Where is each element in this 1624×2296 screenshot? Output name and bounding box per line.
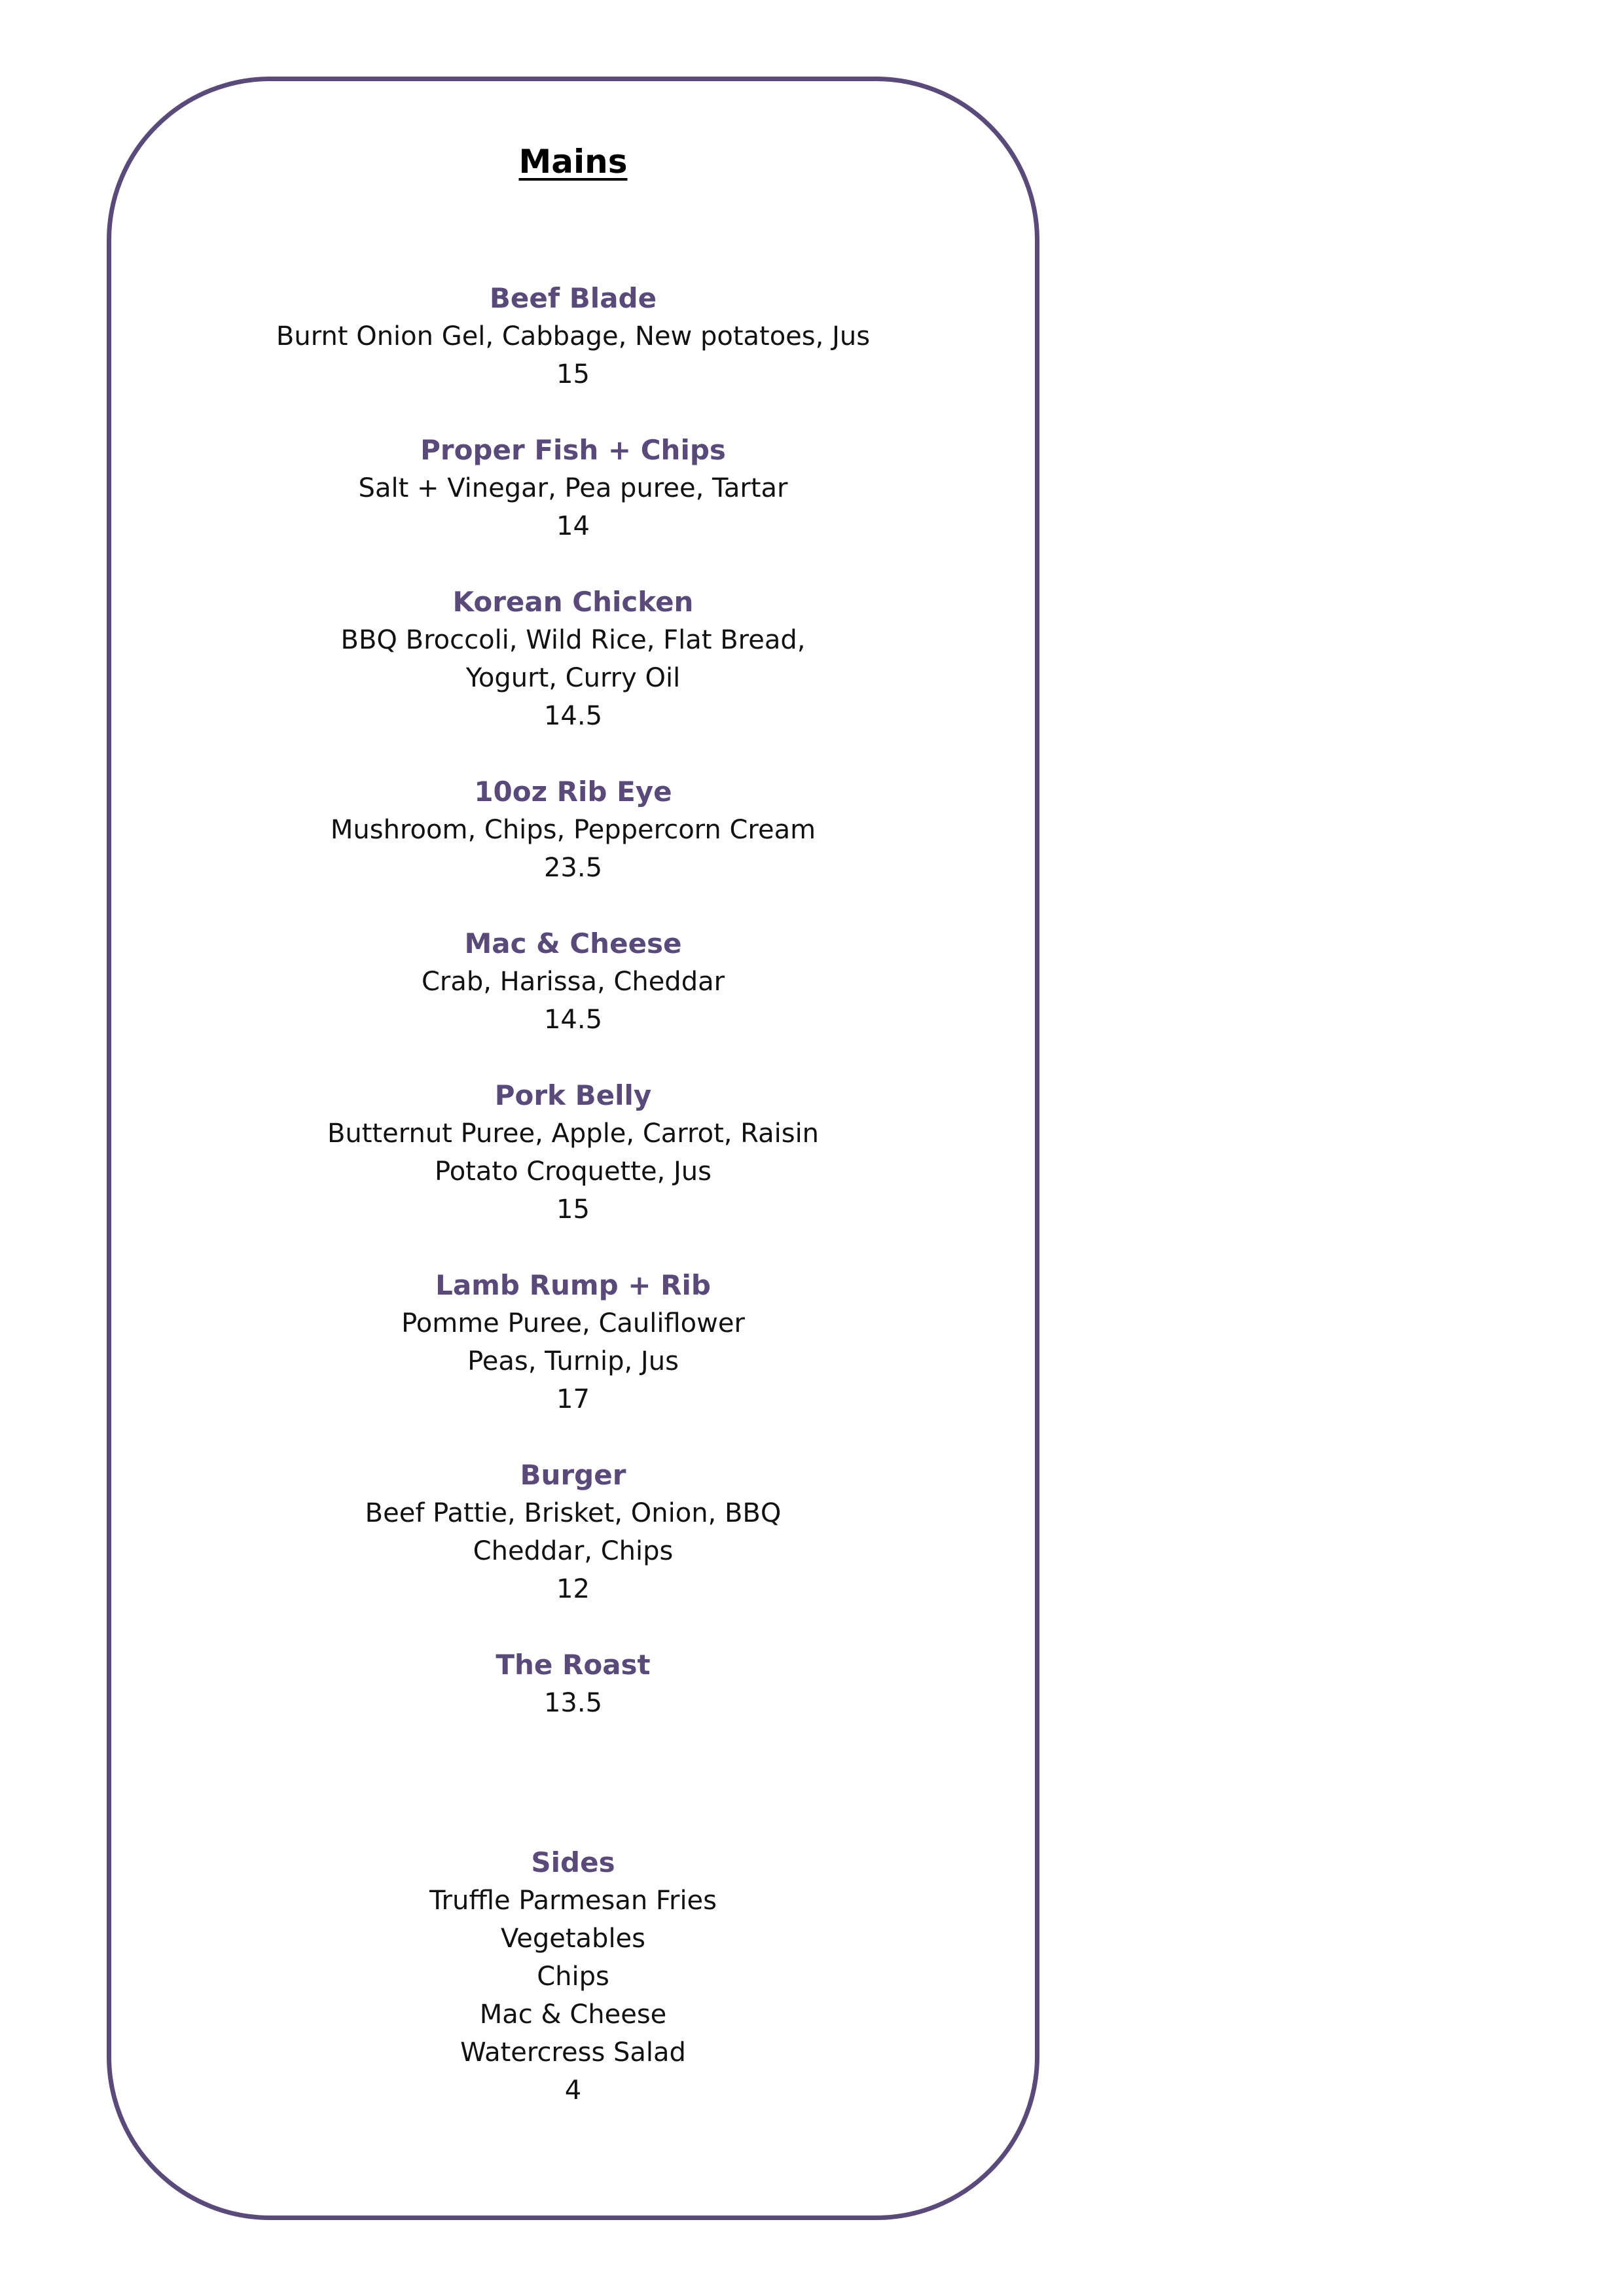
side-item: Vegetables <box>500 1924 645 1954</box>
page-title: Mains <box>518 143 628 181</box>
menu-item-description: Pomme Puree, Cauliflower <box>401 1308 745 1338</box>
menu-item-description: Salt + Vinegar, Pea puree, Tartar <box>358 473 788 503</box>
menu-item-name: Mac & Cheese <box>464 927 682 960</box>
menu-item <box>107 279 1039 393</box>
sides-price: 4 <box>564 2075 582 2106</box>
menu-item-name: Beef Blade <box>489 282 657 314</box>
menu-item-name: Lamb Rump + Rib <box>435 1269 711 1301</box>
menu-item-description: Mushroom, Chips, Peppercorn Cream <box>330 815 816 845</box>
menu-item-price: 14.5 <box>543 1005 603 1035</box>
menu-item-name: The Roast <box>496 1649 651 1681</box>
menu-item-price: 14.5 <box>543 701 603 731</box>
menu-item-description: BBQ Broccoli, Wild Rice, Flat Bread, <box>340 625 806 655</box>
menu-item-description: Peas, Turnip, Jus <box>467 1346 679 1376</box>
menu-item-name: Burger <box>520 1459 626 1491</box>
menu-item-price: 17 <box>556 1384 590 1414</box>
sides-title: Sides <box>531 1846 615 1878</box>
menu-item <box>107 925 1039 1039</box>
side-item: Chips <box>537 1962 609 1992</box>
menu-item-price: 12 <box>556 1574 590 1604</box>
menu-item-name: 10oz Rib Eye <box>474 776 672 808</box>
menu-item-description: Cheddar, Chips <box>473 1536 674 1566</box>
menu-item <box>107 1266 1039 1418</box>
menu-item-description: Crab, Harissa, Cheddar <box>421 967 725 997</box>
menu-item <box>107 773 1039 887</box>
menu-item-price: 15 <box>556 1194 590 1225</box>
sides-section <box>107 1844 1039 2109</box>
menu-item-name: Korean Chicken <box>452 586 694 618</box>
menu-item-description: Butternut Puree, Apple, Carrot, Raisin <box>327 1119 820 1149</box>
menu-item <box>107 583 1039 735</box>
menu-item-name: Pork Belly <box>494 1079 652 1111</box>
menu-item-description: Potato Croquette, Jus <box>435 1157 712 1187</box>
menu-item-price: 23.5 <box>543 853 603 883</box>
menu-item-price: 14 <box>556 511 590 541</box>
side-item: Watercress Salad <box>460 2037 686 2068</box>
menu-item-description: Burnt Onion Gel, Cabbage, New potatoes, Jus <box>276 321 871 351</box>
side-item: Mac & Cheese <box>479 2000 667 2030</box>
menu-item-description: Beef Pattie, Brisket, Onion, BBQ <box>365 1498 782 1528</box>
menu-item-price: 13.5 <box>543 1688 603 1718</box>
menu-item <box>107 431 1039 545</box>
menu-item-description: Yogurt, Curry Oil <box>465 663 681 693</box>
side-item: Truffle Parmesan Fries <box>429 1886 717 1916</box>
menu-item <box>107 1456 1039 1608</box>
menu-item <box>107 1646 1039 1722</box>
menu-item-price: 15 <box>556 359 590 389</box>
mains-list <box>107 279 1039 1760</box>
menu-item <box>107 1077 1039 1229</box>
menu-item-name: Proper Fish + Chips <box>420 434 726 466</box>
